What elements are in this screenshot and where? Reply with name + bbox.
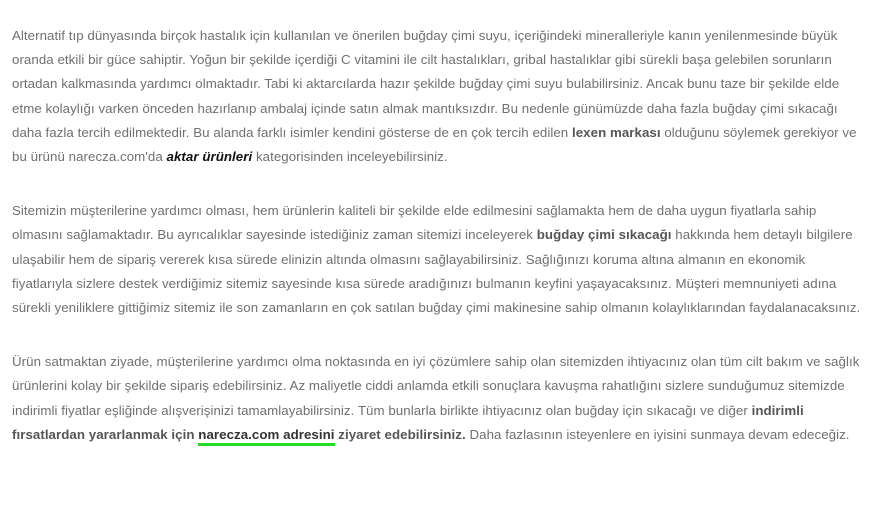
- link-aktar-urunleri[interactable]: aktar ürünleri: [166, 149, 253, 165]
- bold-text-indirimli-firsatlar: indirimli fırsatlardan yararlanmak için: [12, 402, 804, 442]
- link-narecza-adresini[interactable]: narecza.com adresini: [198, 427, 334, 446]
- article-body: [12, 24, 864, 447]
- paragraph-text: Daha fazlasının isteyenlere en iyisini sunmaya devam edeceğiz.: [465, 426, 850, 442]
- paragraph-text: olduğunu söylemek gerekiyor ve bu ürünü narecza.com'da: [12, 124, 857, 165]
- paragraph-text: Sitemizin müşterilerine yardımcı olması, hem ürünlerin kaliteli bir şekilde elde edilmesini sağlamakta hem de daha uygun fiyatlarla sahip olmasını sağlamaktadır. Bu ayrıcalıklar sayesinde istediğiniz zaman sitemizi inceleyerek: [12, 203, 817, 243]
- paragraph-text: hakkında hem detaylı bilgilere ulaşabilir hem de sipariş vererek kısa sürede elinizin altında olmasını sağlayabilirsiniz. Sağlığınızı koruma altına almanın en ekonomik fiyatlarıyla sizlere destek verdiğimiz sitemiz sayesinde kısa sürede aradığınızı bulmanın keyfini yaşayacaksınız. Müşteri memnuniyeti adına sürekli yeniliklere gittiğimiz sitemiz ile son zamanların en çok satılan buğday çimi makinesine sahip olmanın kolaylıklarından faydalanacaksınız.: [12, 227, 861, 316]
- paragraph-text: Alternatif tıp dünyasında birçok hastalık için kullanılan ve önerilen buğday çimi suyu, içeriğindeki mineralleriyle kanın yenilenmesinde büyük oranda etkili bir güce sahiptir. Yoğun bir şekilde içerdiği C vitamini ile cilt hastalıkları, gribal hastalıklar gibi sürekli başa gelebilen sorunların ortadan kalkmasında yardımcı olmaktadır. Tabi ki aktarcılarda hazır şekilde buğday çimi suyu bulabilirsiniz. Ancak bunu taze bir şekilde elde etme kolaylığı varken önceden hazırlanıp ambalaj içinde satın almak mantıksızdır. Bu nedenle günümüzde daha fazla buğday çimi sıkacağı daha fazla tercih edilmektedir. Bu alanda farklı isimler kendini gösterse de en çok tercih edilen: [12, 28, 840, 140]
- paragraph-1: [12, 24, 864, 169]
- paragraph-2: [12, 199, 864, 320]
- paragraph-text: Ürün satmaktan ziyade, müşterilerine yardımcı olma noktasında en iyi çözümlere sahip olan sitemizden ihtiyacınız olan tüm cilt bakım ve sağlık ürünlerini kolay bir şekilde sipariş edebilirsiniz. Az maliyetle ciddi anlamda etkili sonuçlara kavuşma rahatlığını sizlere sunduğumuz sitemizde indirimli fiyatlar eşliğinde alışverişinizi tamamlayabilirsiniz. Tüm bunlarla birlikte ihtiyacınız olan buğday için sıkacağı ve diğer: [12, 354, 860, 418]
- bold-text-ziyaret: ziyaret edebilirsiniz.: [338, 426, 466, 442]
- bold-text-lexen-markasi: lexen markası: [571, 124, 661, 140]
- paragraph-text: kategorisinden inceleyebilirsiniz.: [252, 149, 448, 165]
- paragraph-3: [12, 350, 864, 447]
- bold-text-bugday-cimi-sikacagi: buğday çimi sıkacağı: [536, 227, 672, 243]
